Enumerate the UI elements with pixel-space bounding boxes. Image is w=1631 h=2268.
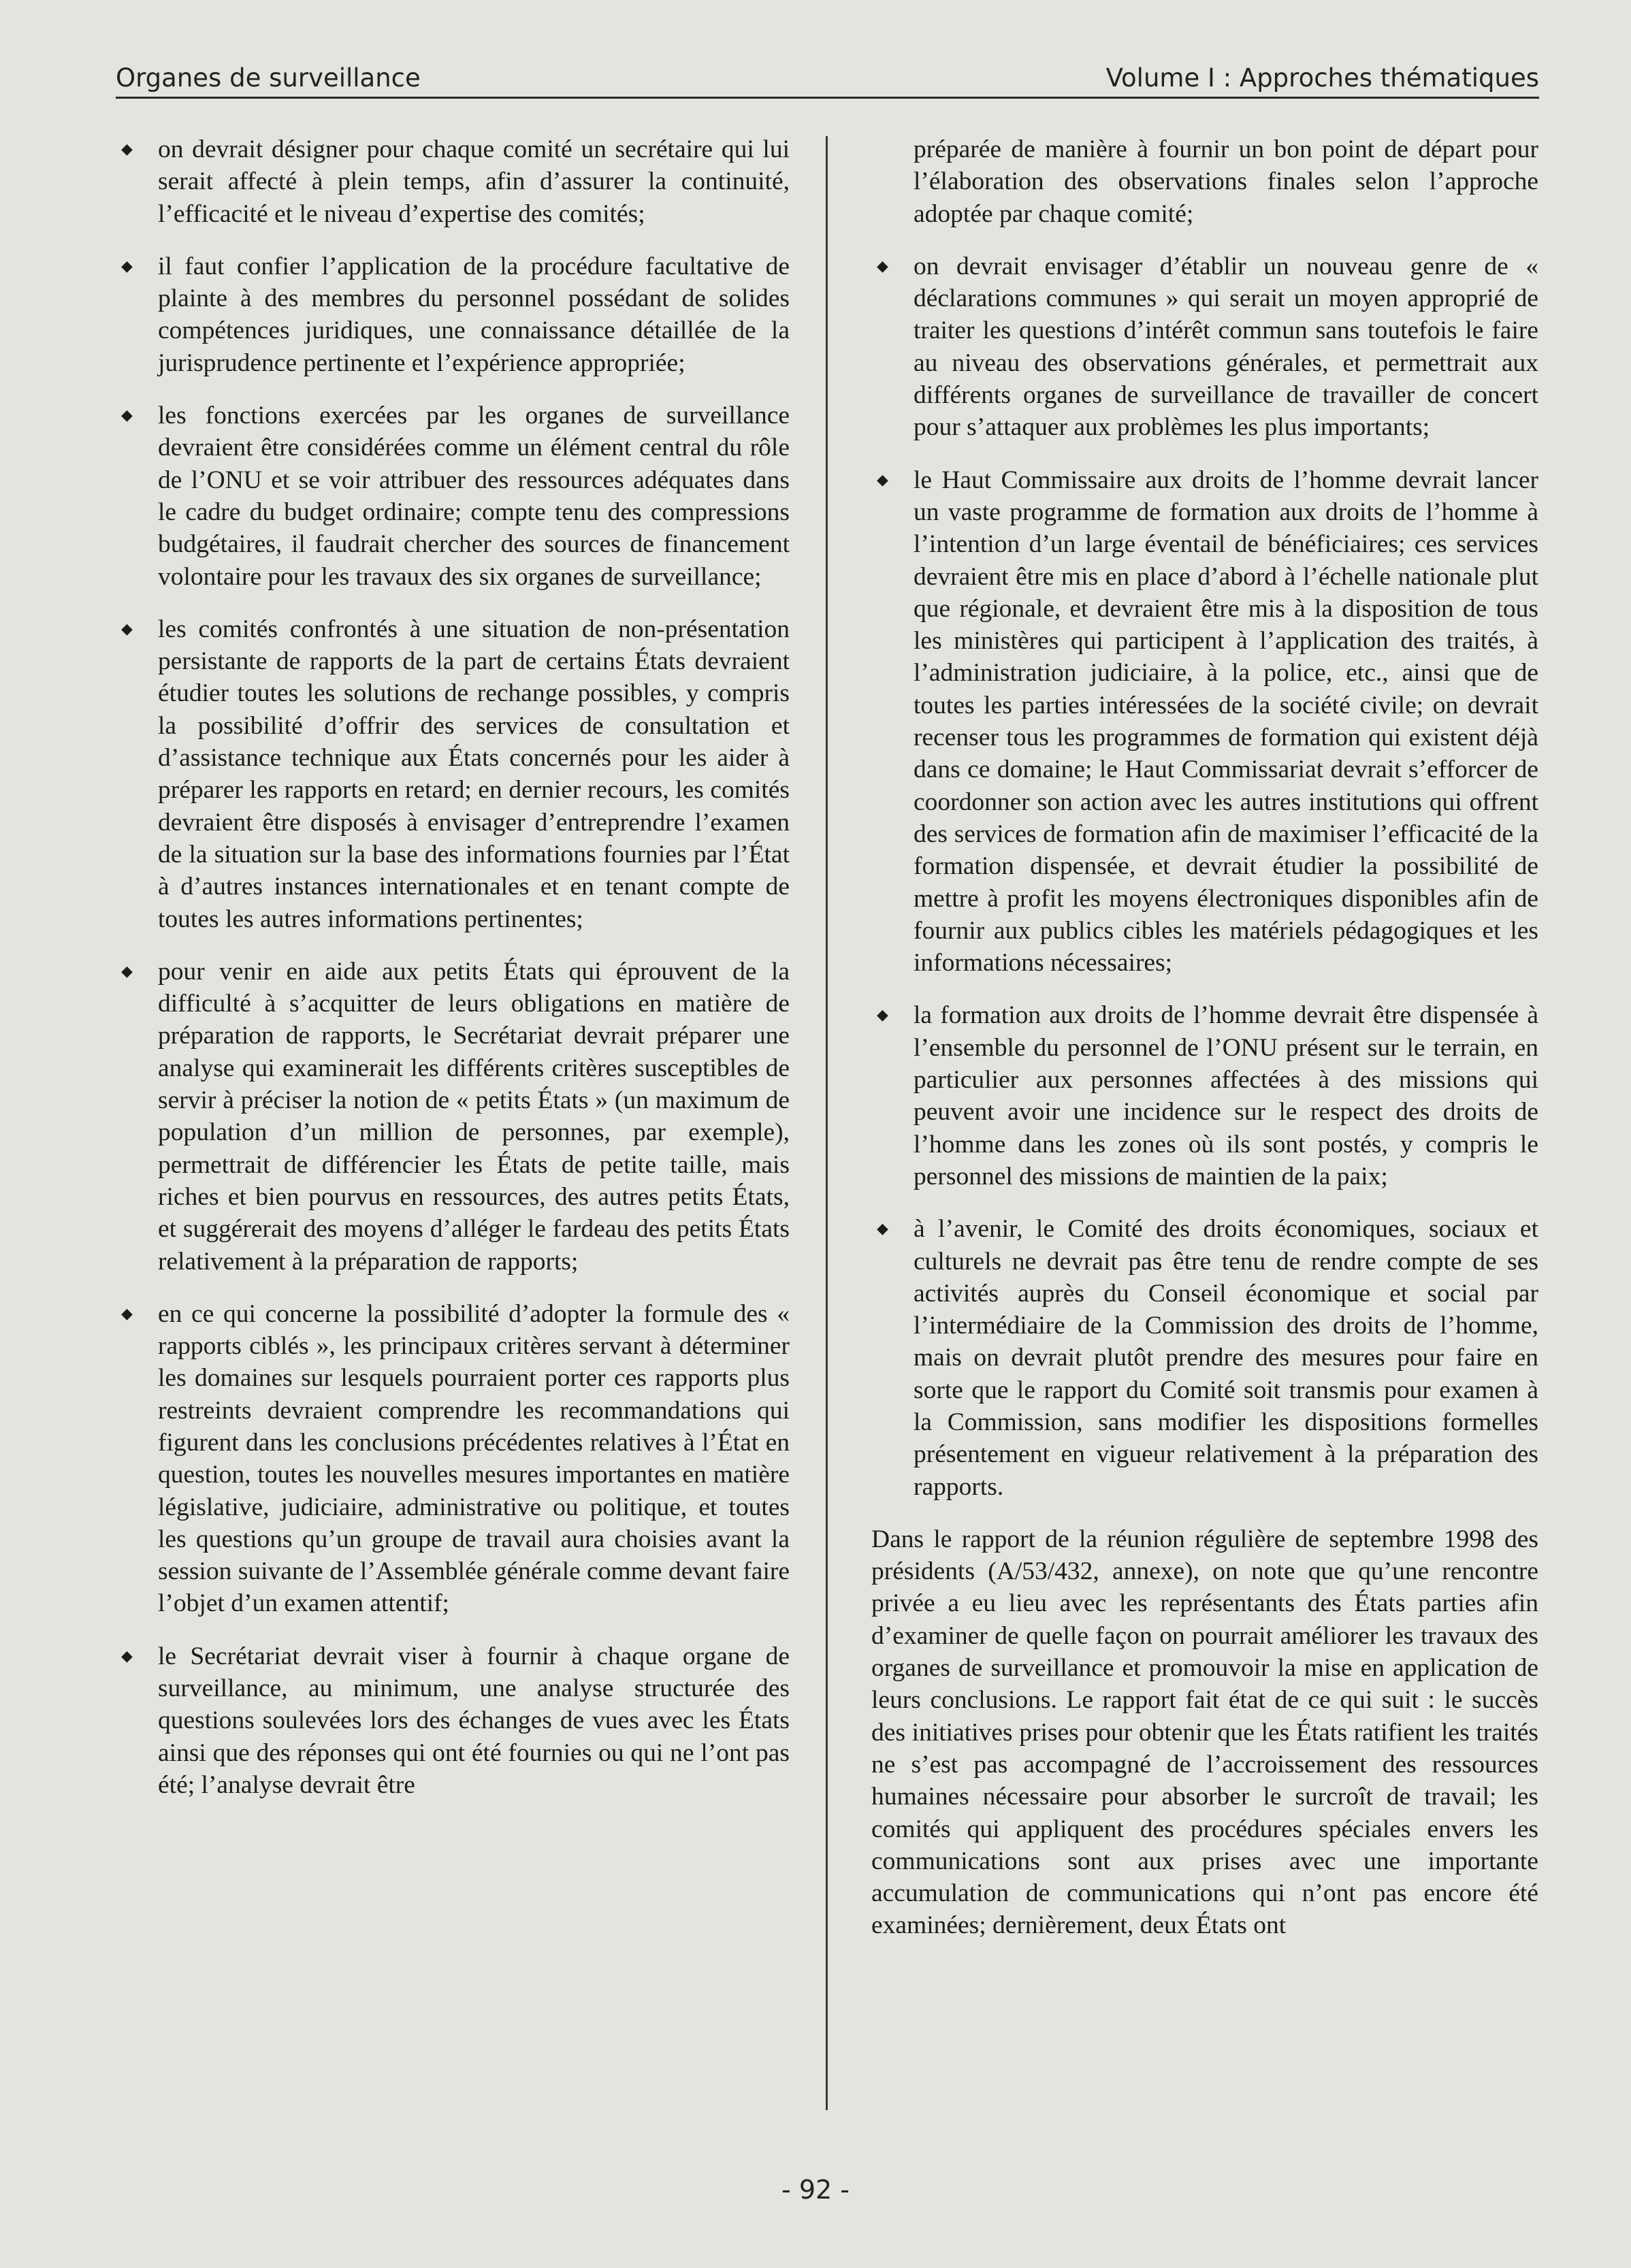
bullet-icon: ◆ [121, 1647, 133, 1665]
bullet-text: il faut confier l’application de la procédure facultative de plainte à des membres du personnel possédant de solides compétences juridiques, une connaissance détaillée de la jurisprudence pertinente et l’expérience appropriée; [158, 252, 790, 377]
bullet-text: à l’avenir, le Comité des droits économiques, sociaux et culturels ne devrait pas être tenu de rendre compte de ses activités auprès du Conseil économique et social par l’intermédiaire de la Commission des droits de l’homme, mais on devrait plutôt prendre des mesures pour faire en sorte que le rapport du Comité soit transmis pour examen à la Commission, sans modifier les dispositions formelles présentement en vigueur relativement à la préparation des rapports. [914, 1215, 1538, 1501]
bullet-item [116, 250, 790, 379]
bullet-item [116, 1640, 790, 1801]
bullet-text: la formation aux droits de l’homme devrait être dispensée à l’ensemble du personnel de l’ONU présent sur le terrain, en particulier aux personnes affectées à des missions qui peuvent avoir une incidence sur le respect des droits de l’homme dans les zones où ils sont postés, y compris le personnel des missions de maintien de la paix; [914, 1001, 1538, 1190]
bullet-text: pour venir en aide aux petits États qui éprouvent de la difficulté à s’acquitter de leurs obligations en matière de préparation de rapports, le Secrétariat devrait préparer une analyse qui examinerait les différents critères susceptibles de servir à préciser la notion de « petits États » (un maximum de population d’un million de personnes, par exemple), permettrait de différencier les États de petite taille, mais riches et bien pourvus en ressources, des autres petits États, et suggérerait des moyens d’alléger le fardeau des petits États relativement à la préparation de rapports; [158, 957, 790, 1276]
bullet-icon: ◆ [121, 257, 133, 275]
bullet-text: les comités confrontés à une situation de non-présentation persistante de rapports de la part de certains États devraient étudier toutes les solutions de rechange possibles, y compris la possibilité d’offrir des services de consultation et d’assistance technique aux États concernés pour les aider à préparer les rapports en retard; en dernier recours, les comités devraient être disposés à envisager d’entreprendre l’examen de la situation sur la base des informations fournies par l’État à d’autres instances internationales et en tenant compte de toutes les autres informations pertinentes; [158, 615, 790, 933]
bullet-icon: ◆ [121, 1305, 133, 1323]
bullet-icon: ◆ [877, 257, 888, 275]
running-header [116, 48, 1539, 99]
bullet-icon: ◆ [877, 471, 888, 489]
bullet-text: on devrait envisager d’établir un nouveau genre de « déclarations communes » qui serait un moyen approprié de traiter les questions d’intérêt commun sans toutefois le faire au niveau des observations générales, et permettrait aux différents organes de surveillance de travailler de concert pour s’attaquer aux problèmes les plus importants; [914, 252, 1538, 442]
bullet-icon: ◆ [121, 141, 133, 158]
bullet-item [116, 133, 790, 230]
column-divider [826, 136, 828, 2110]
bullet-icon: ◆ [877, 1220, 888, 1238]
bullet-item [116, 1298, 790, 1620]
bullet-item [116, 956, 790, 1278]
bullet-item [871, 1213, 1538, 1503]
bullet-text: préparée de manière à fournir un bon point de départ pour l’élaboration des observations finales selon l’approche adoptée par chaque comité; [914, 135, 1538, 228]
bullet-item [871, 999, 1538, 1193]
bullet-item [116, 400, 790, 593]
bullet-item [871, 250, 1538, 444]
right-column [871, 133, 1538, 1942]
bullet-icon: ◆ [121, 620, 133, 638]
header-volume-title: Volume I : Approches thématiques [1105, 63, 1539, 93]
bullet-text: on devrait désigner pour chaque comité un secrétaire qui lui serait affecté à plein temps, afin d’assurer la continuité, l’efficacité et le niveau d’expertise des comités; [158, 135, 790, 228]
bullet-text: en ce qui concerne la possibilité d’adopter la formule des « rapports ciblés », les principaux critères servant à déterminer les domaines sur lesquels pourraient porter ces rapports plus restreints devraient comprendre les recommandations qui figurent dans les conclusions précédentes relatives à l’État en question, toutes les nouvelles mesures importantes en matière législative, judiciaire, administrative ou politique, et toutes les questions qu’un groupe de travail aura choisies avant la session suivante de l’Assemblée générale comme devant faire l’objet d’un examen attentif; [158, 1299, 790, 1618]
bullet-text: le Haut Commissaire aux droits de l’homme devrait lancer un vaste programme de formation aux droits de l’homme à l’intention d’un large éventail de bénéficiaires; ces services devraient être mis en place d’abord à l’échelle nationale plut que régionale, et devraient être mis à la disposition de tous les ministères qui participent à l’application des traités, à l’administration judiciaire, à la police, etc., ainsi que de toutes les parties intéressées de la société civile; on devrait recenser tous les programmes de formation qui existent déjà dans ce domaine; le Haut Commissariat devrait s’efforcer de coordonner son action avec les autres institutions qui offrent des services de formation afin de maximiser l’efficacité de la formation dispensée, et devrait étudier la possibilité de mettre à profit les moyens électroniques disponibles afin de fournir aux publics cibles les matériels pédagogiques et les informations nécessaires; [914, 466, 1538, 977]
header-section-title: Organes de surveillance [116, 63, 421, 93]
continued-bullet-text [871, 133, 1538, 230]
bullet-icon: ◆ [121, 962, 133, 980]
bullet-icon: ◆ [877, 1007, 888, 1024]
bullet-item [116, 613, 790, 935]
bullet-text: le Secrétariat devrait viser à fournir à chaque organe de surveillance, au minimum, une analyse structurée des questions soulevées lors des échanges de vues avec les États ainsi que des réponses qui ont été fournies ou qui ne l’ont pas été; l’analyse devrait être [158, 1642, 790, 1799]
bullet-item [871, 464, 1538, 979]
bullet-icon: ◆ [121, 407, 133, 425]
bullet-text: les fonctions exercées par les organes de surveillance devraient être considérées comme un élément central du rôle de l’ONU et se voir attribuer des ressources adéquates dans le cadre du budget ordinaire; compte tenu des compressions budgétaires, il faudrait chercher des sources de financement volontaire pour les travaux des six organes de surveillance; [158, 402, 790, 591]
page-number: - 92 - [781, 2175, 850, 2205]
left-column [116, 133, 790, 1821]
body-paragraph: Dans le rapport de la réunion régulière de septembre 1998 des présidents (A/53/432, annexe), on note que qu’une rencontre privée a eu lieu avec les représentants des États parties afin d’examiner de quelle façon on pourrait améliorer les travaux des organes de surveillance et promouvoir la mise en application de leurs conclusions. Le rapport fait état de ce qui suit : le succès des initiatives prises pour obtenir que les États ratifient les traités ne s’est pas accompagné de l’accroissement des ressources humaines nécessaire pour absorber le surcroît de travail; les comités qui appliquent des procédures spéciales envers les communications sont aux prises avec une importante accumulation de communications qui n’ont pas encore été examinées; dernièrement, deux États ont [871, 1525, 1538, 1940]
